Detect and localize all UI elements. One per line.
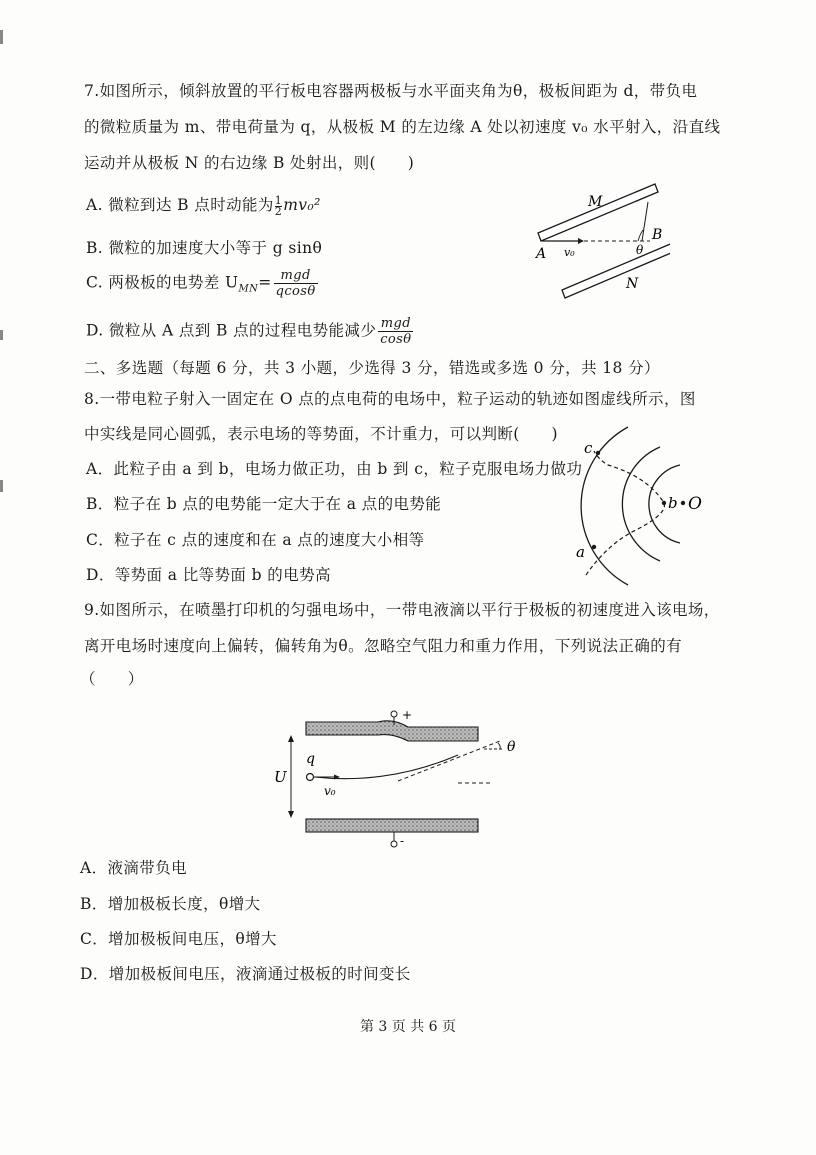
velocity-arrowhead [578, 238, 584, 244]
label-m: M [588, 194, 603, 210]
q9-option-b[interactable]: B．增加极板长度，θ增大 [80, 895, 261, 913]
point-a [592, 545, 596, 549]
negative-terminal [391, 841, 397, 847]
q7-option-c[interactable] [86, 268, 320, 299]
theta-arc [498, 743, 500, 749]
q7-option-a-formula: mv₀² [283, 196, 321, 214]
page-footer: 第 3 页 共 6 页 [359, 1019, 457, 1035]
label-c: c [584, 439, 593, 457]
q8-stem-line-2: 中实线是同心圆弧，表示电场的等势面，不计重力，可以判断( ) [84, 425, 558, 443]
q7-option-d[interactable] [86, 316, 415, 347]
label-theta: θ [507, 739, 516, 755]
droplet [307, 774, 314, 781]
scan-edge-mark [0, 330, 3, 340]
q7-option-b[interactable]: B. 微粒的加速度大小等于 g sinθ [86, 239, 323, 257]
q9-option-c[interactable]: C．增加极板间电压，θ增大 [80, 930, 277, 948]
q8-stem-line-1: 8.一带电粒子射入一固定在 O 点的点电荷的电场中，粒子运动的轨迹如图虚线所示，图 [84, 390, 696, 408]
fraction-numerator: 1 [274, 193, 283, 207]
q7-option-c-fraction [274, 268, 318, 299]
fraction-denominator: qcosθ [275, 284, 316, 299]
upper-plate [306, 721, 478, 741]
q7-option-c-equals: = [258, 273, 272, 292]
normal-line [642, 202, 648, 241]
q7-option-a-fraction [274, 193, 283, 218]
q9-stem-line-3: （ ） [80, 670, 144, 688]
label-b: B [652, 227, 663, 243]
point-c [596, 451, 600, 455]
q7-option-c-subscript: MN [238, 283, 259, 295]
q8-option-a[interactable]: A．此粒子由 a 到 b，电场力做正功，由 b 到 c，粒子克服电场力做功 [86, 460, 583, 478]
q7-stem-line-2: 的微粒质量为 m、带电荷量为 q，从极板 M 的左边缘 A 处以初速度 v₀ 水平射入，沿直线 [84, 118, 721, 136]
plate-n [562, 242, 670, 298]
q9-option-a[interactable]: A．液滴带负电 [80, 859, 187, 877]
exit-direction-line [398, 741, 500, 781]
label-theta: θ [636, 243, 644, 257]
label-a: A [536, 246, 547, 262]
q7-capacitor-figure [530, 178, 670, 303]
point-b [662, 501, 666, 505]
label-a: a [576, 543, 585, 561]
q7-option-d-text: D. 微粒从 A 点到 B 点的过程电势能减少 [86, 321, 377, 340]
fraction-numerator: mgd [378, 316, 413, 332]
q9-stem-line-2: 离开电场时速度向上偏转，偏转角为θ。忽略空气阻力和重力作用，下列说法正确的有 [84, 637, 683, 655]
q8-option-c[interactable]: C．粒子在 c 点的速度和在 a 点的速度大小相等 [86, 531, 425, 549]
fraction-denominator: 2 [274, 204, 283, 218]
q9-inkjet-figure [268, 705, 538, 855]
particle-trajectory [586, 451, 664, 575]
lower-plate [306, 819, 478, 832]
q8-option-d[interactable]: D．等势面 a 比等势面 b 的电势高 [86, 566, 331, 584]
q7-option-d-fraction [378, 316, 413, 347]
plate-m [538, 184, 658, 241]
label-v0: v₀ [324, 784, 336, 798]
label-u: U [274, 768, 287, 786]
scan-edge-mark [0, 480, 3, 492]
q9-stem-line-1: 9.如图所示，在喷墨打印机的匀强电场中，一带电液滴以平行于极板的初速度进入该电场， [84, 601, 720, 619]
q8-option-b[interactable]: B．粒子在 b 点的电势能一定大于在 a 点的电势能 [86, 495, 442, 513]
q8-equipotential-figure [568, 425, 738, 595]
q9-option-d[interactable]: D．增加极板间电压，液滴通过极板的时间变长 [80, 965, 411, 983]
section-heading-multiple-choice: 二、多选题（每题 6 分，共 3 小题，少选得 3 分，错选或多选 0 分，共 18 分） [84, 359, 660, 377]
q7-stem-line-1: 7.如图所示，倾斜放置的平行板电容器两极板与水平面夹角为θ，极板间距为 d，带负电 [84, 82, 698, 100]
q7-stem-line-3: 运动并从极板 N 的右边缘 B 处射出，则( ) [84, 154, 415, 172]
fraction-denominator: cosθ [380, 332, 412, 347]
label-v0: v₀ [564, 246, 575, 259]
droplet-trajectory [314, 755, 458, 779]
scan-edge-mark [0, 30, 3, 44]
q7-option-a-text: A. 微粒到达 B 点时动能为 [86, 196, 274, 214]
equipotential-arc-middle [622, 447, 660, 561]
positive-terminal [391, 711, 397, 717]
label-b: b [668, 494, 678, 512]
point-o [681, 501, 685, 505]
label-n: N [626, 276, 639, 292]
label-q: q [306, 751, 315, 767]
label-plus: + [402, 708, 413, 722]
q7-option-c-text: C. 两极板的电势差 U [86, 273, 239, 292]
fraction-numerator: mgd [274, 268, 318, 284]
label-minus: - [400, 834, 405, 848]
label-o: O [688, 494, 702, 514]
q7-option-a[interactable] [86, 193, 321, 217]
